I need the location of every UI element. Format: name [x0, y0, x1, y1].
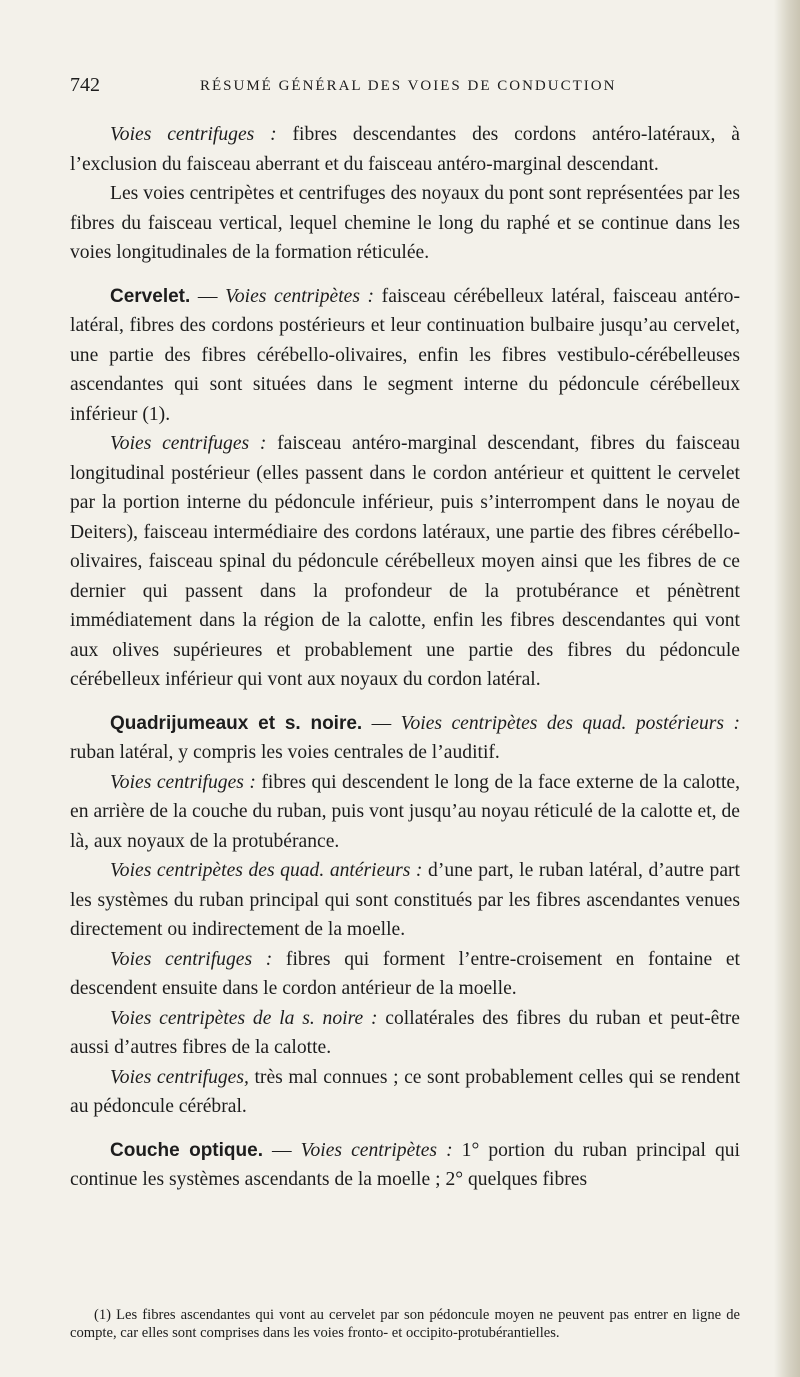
- text: Les voies centripètes et centrifuges des noyaux du pont sont représentées par les fibres du faisceau vertical, lequel chemine le long du raphé et se continue dans les voies longitudinales de la formation réticulée.: [70, 183, 740, 263]
- term: Voies centripètes des quad. postérieurs :: [400, 712, 741, 734]
- paragraph-p3: [70, 282, 740, 430]
- page-number: 742: [70, 74, 100, 96]
- term: Voies centrifuges :: [110, 771, 256, 793]
- term: Voies centripètes :: [300, 1139, 453, 1161]
- dash: —: [362, 712, 401, 734]
- term: Voies centripètes des quad. antérieurs :: [110, 860, 423, 881]
- section-heading: Quadrijumeaux et s. noire.: [110, 712, 363, 734]
- section-heading: Couche optique.: [110, 1139, 263, 1161]
- text: d’une part, le ruban latéral, d’autre part les systèmes du ruban principal qui sont constitués par les fibres ascendantes venues directement ou indirectement de la moelle.: [70, 860, 740, 940]
- footnote-text: (1) Les fibres ascendantes qui vont au cervelet par son pédoncule moyen ne peuvent pas entrer en ligne de compte, car elles sont comprises dans les voies fronto- et occipito-protubérantielles.: [70, 1307, 740, 1341]
- text: 1° portion du ruban principal qui continue les systèmes ascendants de la moelle ; 2° quelques fibres: [70, 1139, 740, 1190]
- dash: —: [190, 285, 226, 307]
- dash: —: [262, 1139, 301, 1161]
- running-title: RÉSUMÉ GÉNÉRAL DES VOIES DE CONDUCTION: [200, 78, 617, 94]
- section-heading: Cervelet.: [110, 285, 191, 307]
- text: fibres descendantes des cordons antéro-latéraux, à l’exclusion du faisceau aberrant et du faisceau antéro-marginal descendant.: [70, 124, 740, 175]
- text: collatérales des fibres du ruban et peut-être aussi d’autres fibres de la calotte.: [70, 1007, 740, 1058]
- text: ruban latéral, y compris les voies centrales de l’auditif.: [70, 742, 500, 763]
- text: faisceau cérébelleux latéral, faisceau antéro-latéral, fibres des cordons postérieurs et leur continuation bulbaire jusqu’au cervelet, une partie des fibres cérébello-olivaires, enfin les fibres vestibulo-cérébelleuses ascendantes qui sont situées dans le segment interne du pédoncule cérébelleux inférieur (1).: [70, 285, 740, 425]
- paragraph-p7: [70, 856, 740, 945]
- text: fibres qui descendent le long de la face externe de la calotte, en arrière de la couche du ruban, puis vont jusqu’au noyau réticulé de la calotte et, de là, aux noyaux de la protubérance.: [70, 771, 740, 852]
- running-header: [70, 74, 740, 104]
- paragraph-p10: [70, 1063, 740, 1122]
- term: Voies centrifuges :: [110, 124, 277, 145]
- paragraph-p2: [70, 179, 740, 268]
- paragraph-p4: [70, 429, 740, 695]
- term: Voies centrifuges,: [110, 1066, 249, 1088]
- paragraph-p8: [70, 945, 740, 1004]
- paragraph-p9: [70, 1004, 740, 1063]
- text: très mal connues ; ce sont probablement celles qui se rendent au pédoncule cérébral.: [70, 1066, 741, 1117]
- text: fibres qui forment l’entre-croisement en fontaine et descendent ensuite dans le cordon antérieur de la moelle.: [70, 948, 740, 999]
- footnote: [70, 1306, 740, 1342]
- paragraph-p5: [70, 709, 740, 768]
- term: Voies centrifuges :: [110, 948, 273, 970]
- paragraph-p1: [70, 120, 740, 179]
- term: Voies centrifuges :: [110, 433, 267, 454]
- text: faisceau antéro-marginal descendant, fibres du faisceau longitudinal postérieur (elles passent dans le cordon antérieur et quittent le cervelet par la portion interne du pédoncule inférieur, puis s’interrompent dans le noyau de Deiters), faisceau intermédiaire des cordons latéraux, une partie des fibres cérébello-olivaires, faisceau spinal du pédoncule cérébelleux moyen ainsi que les fibres de ce dernier qui passent dans la profondeur de la protubérance et pénètrent immédiatement dans la région de la calotte, enfin les fibres descendantes qui vont aux olives supérieures et probablement une partie des fibres du pédoncule cérébelleux inférieur qui vont aux noyaux du cordon latéral.: [70, 433, 740, 690]
- page-edge-shadow: [774, 0, 800, 1377]
- paragraph-p6: [70, 768, 740, 857]
- term: Voies centripètes de la s. noire :: [110, 1007, 378, 1029]
- term: Voies centripètes :: [225, 285, 375, 307]
- paragraph-p11: [70, 1136, 740, 1195]
- body-text: [70, 120, 740, 1195]
